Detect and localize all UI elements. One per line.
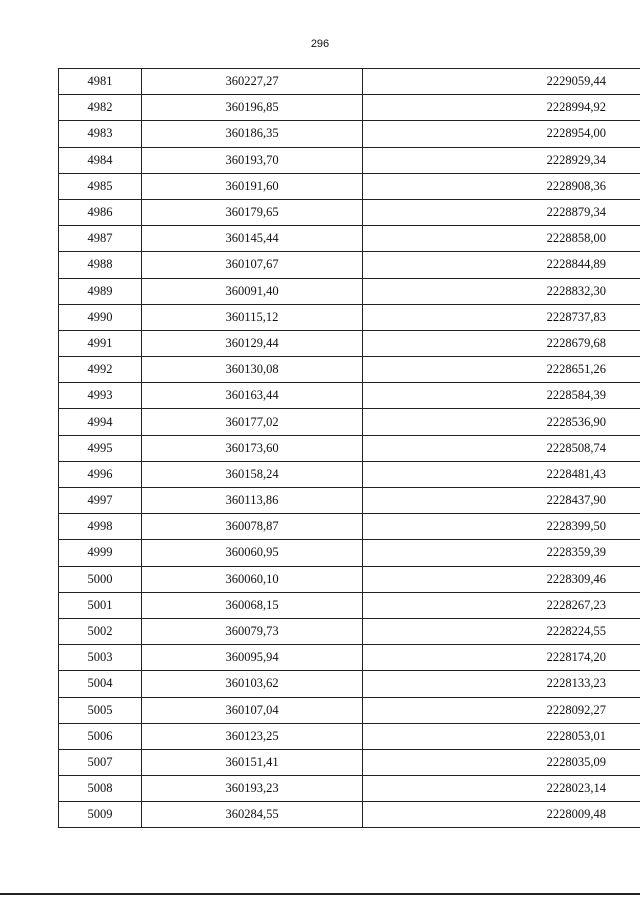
x-coordinate-cell: 360078,87 xyxy=(142,514,363,540)
y-coordinate-cell: 2228359,39 xyxy=(363,540,640,566)
y-coordinate-cell: 2228309,46 xyxy=(363,566,640,592)
point-id-cell: 4983 xyxy=(59,121,142,147)
x-coordinate-cell: 360079,73 xyxy=(142,618,363,644)
y-coordinate-cell: 2228508,74 xyxy=(363,435,640,461)
x-coordinate-cell: 360115,12 xyxy=(142,304,363,330)
x-coordinate-cell: 360179,65 xyxy=(142,199,363,225)
x-coordinate-cell: 360163,44 xyxy=(142,383,363,409)
y-coordinate-cell: 2228954,00 xyxy=(363,121,640,147)
y-coordinate-cell: 2228832,30 xyxy=(363,278,640,304)
point-id-cell: 4982 xyxy=(59,95,142,121)
table-row xyxy=(59,199,640,225)
table-row xyxy=(59,749,640,775)
table-row xyxy=(59,95,640,121)
y-coordinate-cell: 2228737,83 xyxy=(363,304,640,330)
table-row xyxy=(59,566,640,592)
point-id-cell: 5005 xyxy=(59,697,142,723)
point-id-cell: 5004 xyxy=(59,671,142,697)
y-coordinate-cell: 2228009,48 xyxy=(363,802,640,828)
y-coordinate-cell: 2228651,26 xyxy=(363,357,640,383)
point-id-cell: 5008 xyxy=(59,776,142,802)
table-row xyxy=(59,435,640,461)
table-row xyxy=(59,252,640,278)
x-coordinate-cell: 360103,62 xyxy=(142,671,363,697)
x-coordinate-cell: 360145,44 xyxy=(142,226,363,252)
point-id-cell: 4990 xyxy=(59,304,142,330)
x-coordinate-cell: 360193,70 xyxy=(142,147,363,173)
point-id-cell: 4999 xyxy=(59,540,142,566)
table-row xyxy=(59,514,640,540)
point-id-cell: 4987 xyxy=(59,226,142,252)
y-coordinate-cell: 2229059,44 xyxy=(363,69,640,95)
x-coordinate-cell: 360177,02 xyxy=(142,409,363,435)
table-row xyxy=(59,645,640,671)
y-coordinate-cell: 2228929,34 xyxy=(363,147,640,173)
point-id-cell: 4998 xyxy=(59,514,142,540)
point-id-cell: 4992 xyxy=(59,357,142,383)
y-coordinate-cell: 2228267,23 xyxy=(363,592,640,618)
x-coordinate-cell: 360068,15 xyxy=(142,592,363,618)
point-id-cell: 4991 xyxy=(59,330,142,356)
x-coordinate-cell: 360158,24 xyxy=(142,461,363,487)
table-row xyxy=(59,723,640,749)
x-coordinate-cell: 360196,85 xyxy=(142,95,363,121)
y-coordinate-cell: 2228908,36 xyxy=(363,173,640,199)
x-coordinate-cell: 360186,35 xyxy=(142,121,363,147)
point-id-cell: 4988 xyxy=(59,252,142,278)
y-coordinate-cell: 2228844,89 xyxy=(363,252,640,278)
table-row xyxy=(59,697,640,723)
point-id-cell: 5002 xyxy=(59,618,142,644)
table-row xyxy=(59,409,640,435)
point-id-cell: 5006 xyxy=(59,723,142,749)
table-row xyxy=(59,330,640,356)
y-coordinate-cell: 2228224,55 xyxy=(363,618,640,644)
point-id-cell: 4996 xyxy=(59,461,142,487)
table-row xyxy=(59,278,640,304)
y-coordinate-cell: 2228994,92 xyxy=(363,95,640,121)
table-row xyxy=(59,383,640,409)
y-coordinate-cell: 2228536,90 xyxy=(363,409,640,435)
y-coordinate-cell: 2228053,01 xyxy=(363,723,640,749)
table-row xyxy=(59,304,640,330)
table-row xyxy=(59,618,640,644)
y-coordinate-cell: 2228133,23 xyxy=(363,671,640,697)
x-coordinate-cell: 360060,10 xyxy=(142,566,363,592)
table-row xyxy=(59,488,640,514)
point-id-cell: 4993 xyxy=(59,383,142,409)
x-coordinate-cell: 360060,95 xyxy=(142,540,363,566)
table-row xyxy=(59,173,640,199)
table-row xyxy=(59,540,640,566)
table-row xyxy=(59,357,640,383)
point-id-cell: 4986 xyxy=(59,199,142,225)
x-coordinate-cell: 360191,60 xyxy=(142,173,363,199)
y-coordinate-cell: 2228035,09 xyxy=(363,749,640,775)
y-coordinate-cell: 2228174,20 xyxy=(363,645,640,671)
point-id-cell: 5007 xyxy=(59,749,142,775)
x-coordinate-cell: 360095,94 xyxy=(142,645,363,671)
point-id-cell: 4981 xyxy=(59,69,142,95)
table-row xyxy=(59,147,640,173)
table-row xyxy=(59,226,640,252)
page-bottom-edge xyxy=(0,893,640,895)
x-coordinate-cell: 360151,41 xyxy=(142,749,363,775)
y-coordinate-cell: 2228092,27 xyxy=(363,697,640,723)
point-id-cell: 4995 xyxy=(59,435,142,461)
x-coordinate-cell: 360123,25 xyxy=(142,723,363,749)
point-id-cell: 4997 xyxy=(59,488,142,514)
x-coordinate-cell: 360284,55 xyxy=(142,802,363,828)
coordinates-table xyxy=(58,68,640,828)
x-coordinate-cell: 360129,44 xyxy=(142,330,363,356)
point-id-cell: 5000 xyxy=(59,566,142,592)
y-coordinate-cell: 2228858,00 xyxy=(363,226,640,252)
table-row xyxy=(59,69,640,95)
x-coordinate-cell: 360227,27 xyxy=(142,69,363,95)
x-coordinate-cell: 360130,08 xyxy=(142,357,363,383)
y-coordinate-cell: 2228584,39 xyxy=(363,383,640,409)
x-coordinate-cell: 360107,67 xyxy=(142,252,363,278)
table-row xyxy=(59,671,640,697)
x-coordinate-cell: 360113,86 xyxy=(142,488,363,514)
coordinates-table-body xyxy=(59,69,640,828)
point-id-cell: 5009 xyxy=(59,802,142,828)
y-coordinate-cell: 2228437,90 xyxy=(363,488,640,514)
table-row xyxy=(59,592,640,618)
point-id-cell: 5003 xyxy=(59,645,142,671)
point-id-cell: 4994 xyxy=(59,409,142,435)
point-id-cell: 4985 xyxy=(59,173,142,199)
table-row xyxy=(59,802,640,828)
table-row xyxy=(59,121,640,147)
x-coordinate-cell: 360193,23 xyxy=(142,776,363,802)
y-coordinate-cell: 2228879,34 xyxy=(363,199,640,225)
x-coordinate-cell: 360091,40 xyxy=(142,278,363,304)
point-id-cell: 5001 xyxy=(59,592,142,618)
y-coordinate-cell: 2228399,50 xyxy=(363,514,640,540)
table-row xyxy=(59,776,640,802)
y-coordinate-cell: 2228481,43 xyxy=(363,461,640,487)
point-id-cell: 4989 xyxy=(59,278,142,304)
x-coordinate-cell: 360173,60 xyxy=(142,435,363,461)
table-row xyxy=(59,461,640,487)
point-id-cell: 4984 xyxy=(59,147,142,173)
x-coordinate-cell: 360107,04 xyxy=(142,697,363,723)
y-coordinate-cell: 2228023,14 xyxy=(363,776,640,802)
y-coordinate-cell: 2228679,68 xyxy=(363,330,640,356)
page-number: 296 xyxy=(310,38,330,50)
